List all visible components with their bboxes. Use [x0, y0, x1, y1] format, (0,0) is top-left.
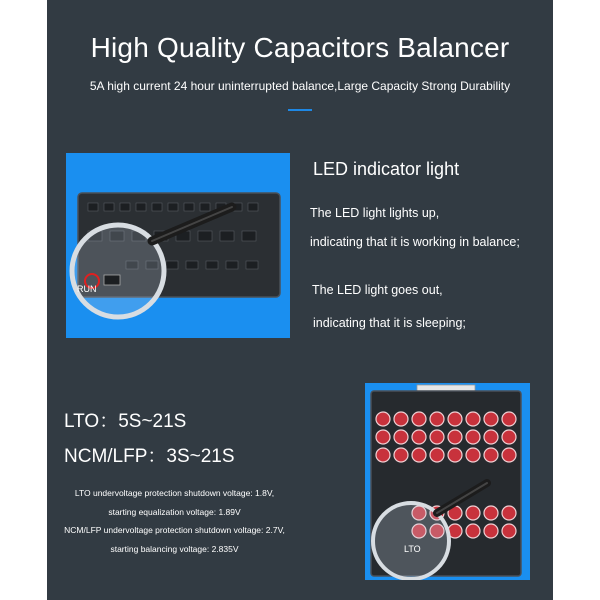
lto-board-label: LTO	[404, 544, 421, 554]
led-board-illustration	[66, 153, 290, 338]
capacitor-board-illustration	[365, 383, 530, 580]
lto-spec: LTO：5S~21S	[64, 411, 187, 432]
spec-note-2: starting equalization voltage: 1.89V	[108, 507, 241, 517]
run-label: RUN	[77, 284, 97, 294]
product-panel	[47, 0, 553, 600]
led-board-image	[66, 153, 290, 338]
spec-note-3: NCM/LFP undervoltage protection shutdown voltage: 2.7V,	[64, 525, 285, 535]
led-heading: LED indicator light	[313, 159, 460, 179]
led-off-text-1: The LED light goes out,	[312, 283, 443, 297]
spec-note-1: LTO undervoltage protection shutdown voltage: 1.8V,	[74, 488, 275, 498]
title-accent-line	[288, 109, 312, 111]
page-subtitle: 5A high current 24 hour uninterrupted balance,Large Capacity Strong Durability	[89, 79, 511, 93]
led-on-text-1: The LED light lights up,	[310, 206, 440, 220]
ncm-spec: NCM/LFP：3S~21S	[64, 446, 235, 467]
spec-note-4: starting balancing voltage: 2.835V	[110, 544, 239, 554]
capacitor-board-image	[365, 383, 530, 580]
page-title: High Quality Capacitors Balancer	[90, 32, 510, 63]
led-on-text-2: indicating that it is working in balance;	[310, 235, 520, 249]
led-off-text-2: indicating that it is sleeping;	[313, 316, 466, 330]
